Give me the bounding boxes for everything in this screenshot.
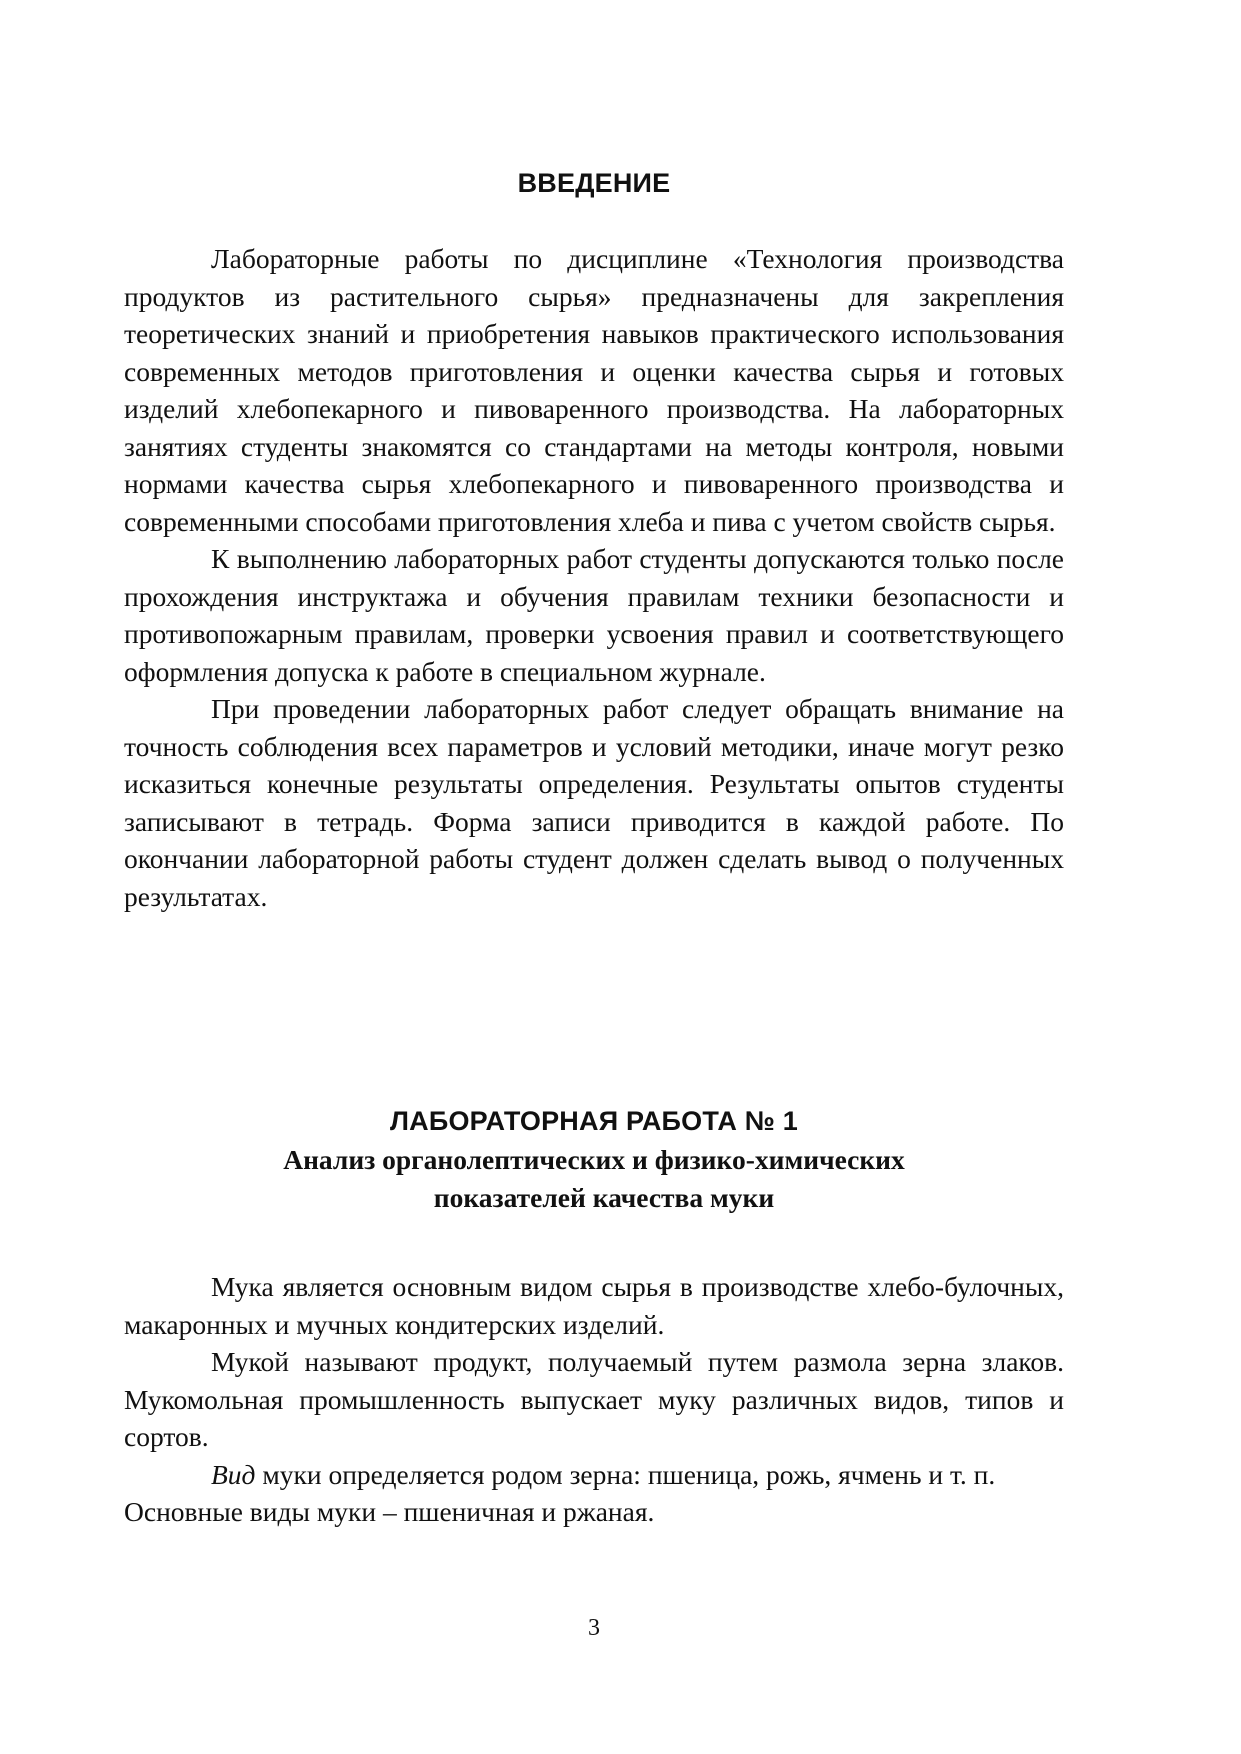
intro-paragraph-2: К выполнению лабораторных работ студенты допускаются только после прохождения инструктажа и обучения правилам техники безопасности и противопожарным правилам, проверки усвоения правил и соответствующего оформления допуска к работе в специальном журнале. (124, 543, 1064, 687)
lab-title: ЛАБОРАТОРНАЯ РАБОТА № 1 (390, 1106, 798, 1136)
lab-heading-block (124, 1106, 1064, 1216)
intro-paragraph-3: При проведении лабораторных работ следует обращать внимание на точность соблюдения всех параметров и условий методики, иначе могут резко исказиться конечные результаты определения. Результаты опытов студенты записывают в тетрадь. Форма записи приводится в каждой работе. По окончании лабораторной работы студент должен сделать вывод о полученных результатах. (124, 693, 1064, 912)
emphasis-term: Вид (211, 1458, 256, 1490)
lab-section (124, 1268, 1064, 1531)
lab-subtitle-line-1: Анализ органолептических и физико-химических (283, 1144, 905, 1175)
lab-subtitle-line-2: показателей качества муки (433, 1181, 775, 1213)
intro-heading: ВВЕДЕНИЕ (517, 168, 671, 198)
document-page (124, 0, 1064, 1754)
lab-paragraph-2: Мукой называют продукт, получаемый путем размола зерна злаков. Мукомольная промышленность выпускает муку различных видов, типов и сортов. (124, 1346, 1064, 1452)
intro-section (124, 240, 1064, 915)
lab-paragraph-3 (124, 1456, 1064, 1531)
lab-paragraph-3-text: муки определяется родом зерна: пшеница, рожь, ячмень и т. п. Основные виды муки – пшеничная и ржаная. (124, 1458, 996, 1527)
intro-paragraph-1: Лабораторные работы по дисциплине «Технология производства продуктов из растительного сырья» предназначены для закрепления теоретических знаний и приобретения навыков практического использования современных методов приготовления и оценки качества сырья и готовых изделий хлебопекарного и пивоваренного производства. На лабораторных занятиях студенты знакомятся со стандартами на методы контроля, новыми нормами качества сырья хлебопекарного и пивоваренного производства и современными способами приготовления хлеба и пива с учетом свойств сырья. (124, 243, 1064, 537)
page-number: 3 (588, 1615, 600, 1641)
lab-paragraph-1: Мука является основным видом сырья в производстве хлебо-булочных, макаронных и мучных кондитерских изделий. (124, 1271, 1064, 1340)
